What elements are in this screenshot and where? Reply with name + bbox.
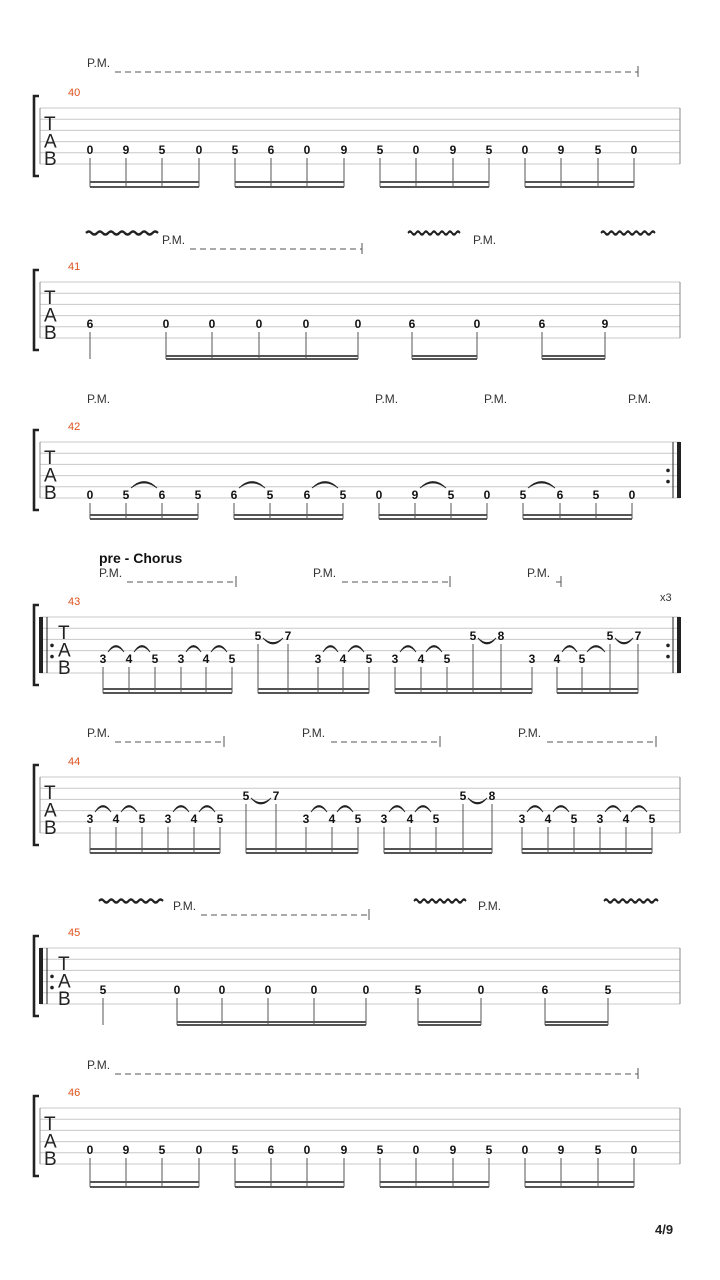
fret-number: 6 (538, 317, 546, 331)
fret-number: 5 (469, 629, 477, 643)
palm-mute-label: P.M. (99, 566, 123, 580)
fret-number: 5 (606, 629, 614, 643)
beam (412, 355, 477, 357)
palm-mute-label: P.M. (173, 899, 197, 913)
tab-clef-letter: T (44, 288, 56, 309)
beam (103, 692, 232, 694)
fret-number: 4 (544, 812, 552, 826)
tab-clef-letter: A (44, 131, 57, 153)
fret-number: 5 (604, 983, 612, 997)
fret-number: 9 (122, 1143, 130, 1157)
fret-number: 5 (485, 143, 493, 157)
beam (246, 848, 358, 850)
tab-clef-letter: A (58, 640, 71, 662)
fret-number: 5 (376, 1143, 384, 1157)
fret-number: 9 (601, 317, 609, 331)
beam (258, 688, 369, 690)
beam (379, 518, 487, 520)
fret-number: 5 (592, 488, 600, 502)
beam (90, 181, 199, 183)
beam (418, 1021, 481, 1023)
fret-number: 5 (122, 488, 130, 502)
fret-number: 9 (122, 143, 130, 157)
beam (177, 1021, 366, 1023)
fret-number: 0 (255, 317, 263, 331)
fret-number: 0 (521, 143, 529, 157)
fret-number: 4 (190, 812, 198, 826)
palm-mute-label: P.M. (478, 899, 502, 913)
repeat-dot (50, 644, 54, 648)
fret-number: 0 (303, 1143, 311, 1157)
beam (90, 1181, 199, 1183)
beam (395, 688, 532, 690)
beam (90, 1186, 199, 1188)
fret-number: 5 (578, 652, 586, 666)
tab-clef-letter: B (44, 1149, 57, 1170)
beam (235, 1181, 344, 1183)
beam (90, 514, 198, 516)
fret-number: 9 (449, 1143, 457, 1157)
beam (90, 848, 220, 850)
fret-number: 5 (459, 789, 467, 803)
measure-number: 43 (68, 596, 81, 608)
tab-clef-letter: T (44, 114, 56, 135)
fret-number: 9 (411, 488, 419, 502)
vibrato-mark (99, 900, 163, 903)
fret-number: 0 (195, 143, 203, 157)
fret-number: 3 (177, 652, 185, 666)
fret-number: 0 (162, 317, 170, 331)
beam (545, 1024, 608, 1026)
end-repeat-thick (677, 442, 681, 498)
fret-number: 6 (408, 317, 416, 331)
beam (384, 852, 492, 854)
fret-number: 6 (303, 488, 311, 502)
fret-number: 0 (375, 488, 383, 502)
beam (235, 1186, 344, 1188)
repeat-dot (50, 655, 54, 659)
fret-number: 6 (158, 488, 166, 502)
end-repeat-thick (677, 617, 681, 673)
fret-number: 5 (648, 812, 656, 826)
repeat-dot (666, 644, 670, 648)
beam (395, 692, 532, 694)
palm-mute-label: P.M. (87, 1058, 111, 1072)
fret-number: 5 (594, 143, 602, 157)
fret-number: 9 (340, 1143, 348, 1157)
vibrato-mark (601, 232, 655, 235)
tab-system (34, 550, 681, 694)
fret-number: 6 (541, 983, 549, 997)
tab-clef-letter: A (44, 800, 57, 822)
vibrato-mark (408, 232, 460, 235)
repeat-dot (666, 655, 670, 659)
fret-number: 0 (477, 983, 485, 997)
beam (418, 1024, 481, 1026)
fret-number: 5 (414, 983, 422, 997)
measure-number: 42 (68, 421, 81, 433)
tab-clef-letter: B (44, 149, 57, 170)
beam (90, 852, 220, 854)
palm-mute-label: P.M. (628, 392, 652, 406)
vibrato-mark (604, 900, 658, 903)
tab-clef-letter: T (44, 1114, 56, 1135)
fret-number: 0 (302, 317, 310, 331)
fret-number: 4 (112, 812, 120, 826)
section-label: pre - Chorus (99, 550, 183, 566)
repeat-dot (50, 986, 54, 990)
beam (235, 181, 344, 183)
tab-clef-letter: A (44, 305, 57, 327)
tab-clef-letter: B (44, 323, 57, 344)
beam (90, 186, 199, 188)
beam (384, 848, 492, 850)
tab-system (34, 899, 680, 1026)
fret-number: 9 (449, 143, 457, 157)
fret-number: 4 (339, 652, 347, 666)
fret-number: 4 (622, 812, 630, 826)
fret-number: 3 (302, 812, 310, 826)
fret-number: 6 (556, 488, 564, 502)
tab-clef-letter: T (44, 783, 56, 804)
palm-mute-label: P.M. (87, 392, 111, 406)
beam (90, 518, 198, 520)
beam (557, 692, 638, 694)
system-bracket (34, 936, 39, 1016)
tab-clef-letter: T (58, 954, 70, 975)
fret-number: 0 (354, 317, 362, 331)
beam (525, 1186, 634, 1188)
measure-number: 46 (68, 1087, 81, 1099)
vibrato-mark (86, 232, 158, 235)
fret-number: 6 (86, 317, 94, 331)
fret-number: 5 (594, 1143, 602, 1157)
tab-clef-letter: T (44, 448, 56, 469)
beam (234, 518, 343, 520)
fret-number: 3 (99, 652, 107, 666)
fret-number: 0 (86, 488, 94, 502)
fret-number: 5 (158, 143, 166, 157)
fret-number: 5 (519, 488, 527, 502)
fret-number: 0 (195, 1143, 203, 1157)
tab-clef-letter: B (44, 818, 57, 839)
palm-mute-label: P.M. (87, 726, 111, 740)
beam (542, 358, 605, 360)
fret-number: 5 (216, 812, 224, 826)
fret-number: 6 (230, 488, 238, 502)
beam (177, 1024, 366, 1026)
fret-number: 5 (266, 488, 274, 502)
fret-number: 5 (376, 143, 384, 157)
fret-number: 3 (596, 812, 604, 826)
fret-number: 0 (412, 1143, 420, 1157)
tab-system (34, 392, 681, 520)
fret-number: 5 (138, 812, 146, 826)
tab-clef-letter: A (44, 1131, 57, 1153)
fret-number: 3 (86, 812, 94, 826)
beam (557, 688, 638, 690)
fret-number: 0 (483, 488, 491, 502)
palm-mute-label: P.M. (375, 392, 399, 406)
fret-number: 5 (254, 629, 262, 643)
palm-mute-label: P.M. (302, 726, 326, 740)
tab-clef-letter: A (58, 971, 71, 993)
fret-number: 0 (630, 1143, 638, 1157)
repeat-dot (50, 975, 54, 979)
beam (523, 514, 632, 516)
beam (522, 848, 652, 850)
fret-number: 5 (231, 1143, 239, 1157)
beam (379, 514, 487, 516)
measure-number: 41 (68, 261, 81, 273)
measure-number: 40 (68, 87, 81, 99)
beam (522, 852, 652, 854)
fret-number: 0 (628, 488, 636, 502)
repeat-dot (666, 469, 670, 473)
fret-number: 0 (208, 317, 216, 331)
start-repeat-thick (39, 948, 43, 1004)
fret-number: 3 (380, 812, 388, 826)
fret-number: 0 (362, 983, 370, 997)
fret-number: 0 (630, 143, 638, 157)
fret-number: 3 (164, 812, 172, 826)
tab-system (34, 1058, 680, 1188)
fret-number: 0 (173, 983, 181, 997)
fret-number: 5 (447, 488, 455, 502)
beam (380, 1186, 489, 1188)
fret-number: 6 (267, 1143, 275, 1157)
fret-number: 4 (406, 812, 414, 826)
fret-number: 0 (218, 983, 226, 997)
fret-number: 6 (267, 143, 275, 157)
fret-number: 5 (228, 652, 236, 666)
tab-clef-letter: B (58, 989, 71, 1010)
tab-clef-letter: T (58, 623, 70, 644)
fret-number: 5 (339, 488, 347, 502)
fret-number: 8 (488, 789, 496, 803)
fret-number: 5 (570, 812, 578, 826)
system-bracket (34, 605, 39, 685)
fret-number: 5 (354, 812, 362, 826)
repeat-count: x3 (660, 592, 672, 604)
fret-number: 0 (473, 317, 481, 331)
palm-mute-label: P.M. (313, 566, 337, 580)
tab-system (34, 56, 680, 188)
fret-number: 3 (314, 652, 322, 666)
beam (412, 358, 477, 360)
fret-number: 5 (443, 652, 451, 666)
system-bracket (34, 430, 39, 510)
fret-number: 9 (340, 143, 348, 157)
fret-number: 0 (521, 1143, 529, 1157)
fret-number: 0 (303, 143, 311, 157)
beam (545, 1021, 608, 1023)
fret-number: 8 (497, 629, 505, 643)
beam (525, 186, 634, 188)
fret-number: 3 (528, 652, 536, 666)
palm-mute-label: P.M. (527, 566, 551, 580)
fret-number: 0 (264, 983, 272, 997)
tab-clef-letter: A (44, 465, 57, 487)
beam (235, 186, 344, 188)
palm-mute-label: P.M. (473, 233, 497, 247)
beam (380, 181, 489, 183)
fret-number: 5 (99, 983, 107, 997)
fret-number: 5 (485, 1143, 493, 1157)
system-bracket (34, 270, 39, 350)
fret-number: 5 (432, 812, 440, 826)
fret-number: 7 (284, 629, 292, 643)
fret-number: 4 (553, 652, 561, 666)
page-number: 4/9 (655, 1222, 674, 1237)
palm-mute-label: P.M. (484, 392, 508, 406)
fret-number: 4 (125, 652, 133, 666)
fret-number: 5 (194, 488, 202, 502)
beam (380, 186, 489, 188)
repeat-dot (666, 480, 670, 484)
tab-clef-letter: B (58, 658, 71, 679)
fret-number: 0 (86, 1143, 94, 1157)
tab-system (34, 232, 680, 361)
beam (246, 852, 358, 854)
fret-number: 4 (202, 652, 210, 666)
fret-number: 4 (417, 652, 425, 666)
fret-number: 5 (242, 789, 250, 803)
fret-number: 0 (310, 983, 318, 997)
fret-number: 7 (272, 789, 280, 803)
measure-number: 44 (68, 756, 81, 768)
system-bracket (34, 96, 39, 176)
fret-number: 9 (557, 1143, 565, 1157)
palm-mute-label: P.M. (518, 726, 542, 740)
fret-number: 3 (518, 812, 526, 826)
vibrato-mark (414, 900, 466, 903)
system-bracket (34, 1096, 39, 1176)
system-bracket (34, 765, 39, 845)
beam (380, 1181, 489, 1183)
fret-number: 7 (634, 629, 642, 643)
fret-number: 0 (412, 143, 420, 157)
beam (542, 355, 605, 357)
palm-mute-label: P.M. (87, 56, 111, 70)
beam (166, 358, 358, 360)
fret-number: 4 (328, 812, 336, 826)
fret-number: 3 (391, 652, 399, 666)
beam (525, 181, 634, 183)
fret-number: 5 (365, 652, 373, 666)
measure-number: 45 (68, 927, 81, 939)
fret-number: 0 (86, 143, 94, 157)
beam (523, 518, 632, 520)
beam (525, 1181, 634, 1183)
palm-mute-label: P.M. (162, 233, 186, 247)
start-repeat-thick (39, 617, 43, 673)
tab-clef-letter: B (44, 483, 57, 504)
fret-number: 5 (151, 652, 159, 666)
beam (234, 514, 343, 516)
beam (258, 692, 369, 694)
fret-number: 5 (231, 143, 239, 157)
fret-number: 5 (158, 1143, 166, 1157)
tab-system (34, 726, 680, 854)
fret-number: 9 (557, 143, 565, 157)
beam (166, 355, 358, 357)
beam (103, 688, 232, 690)
